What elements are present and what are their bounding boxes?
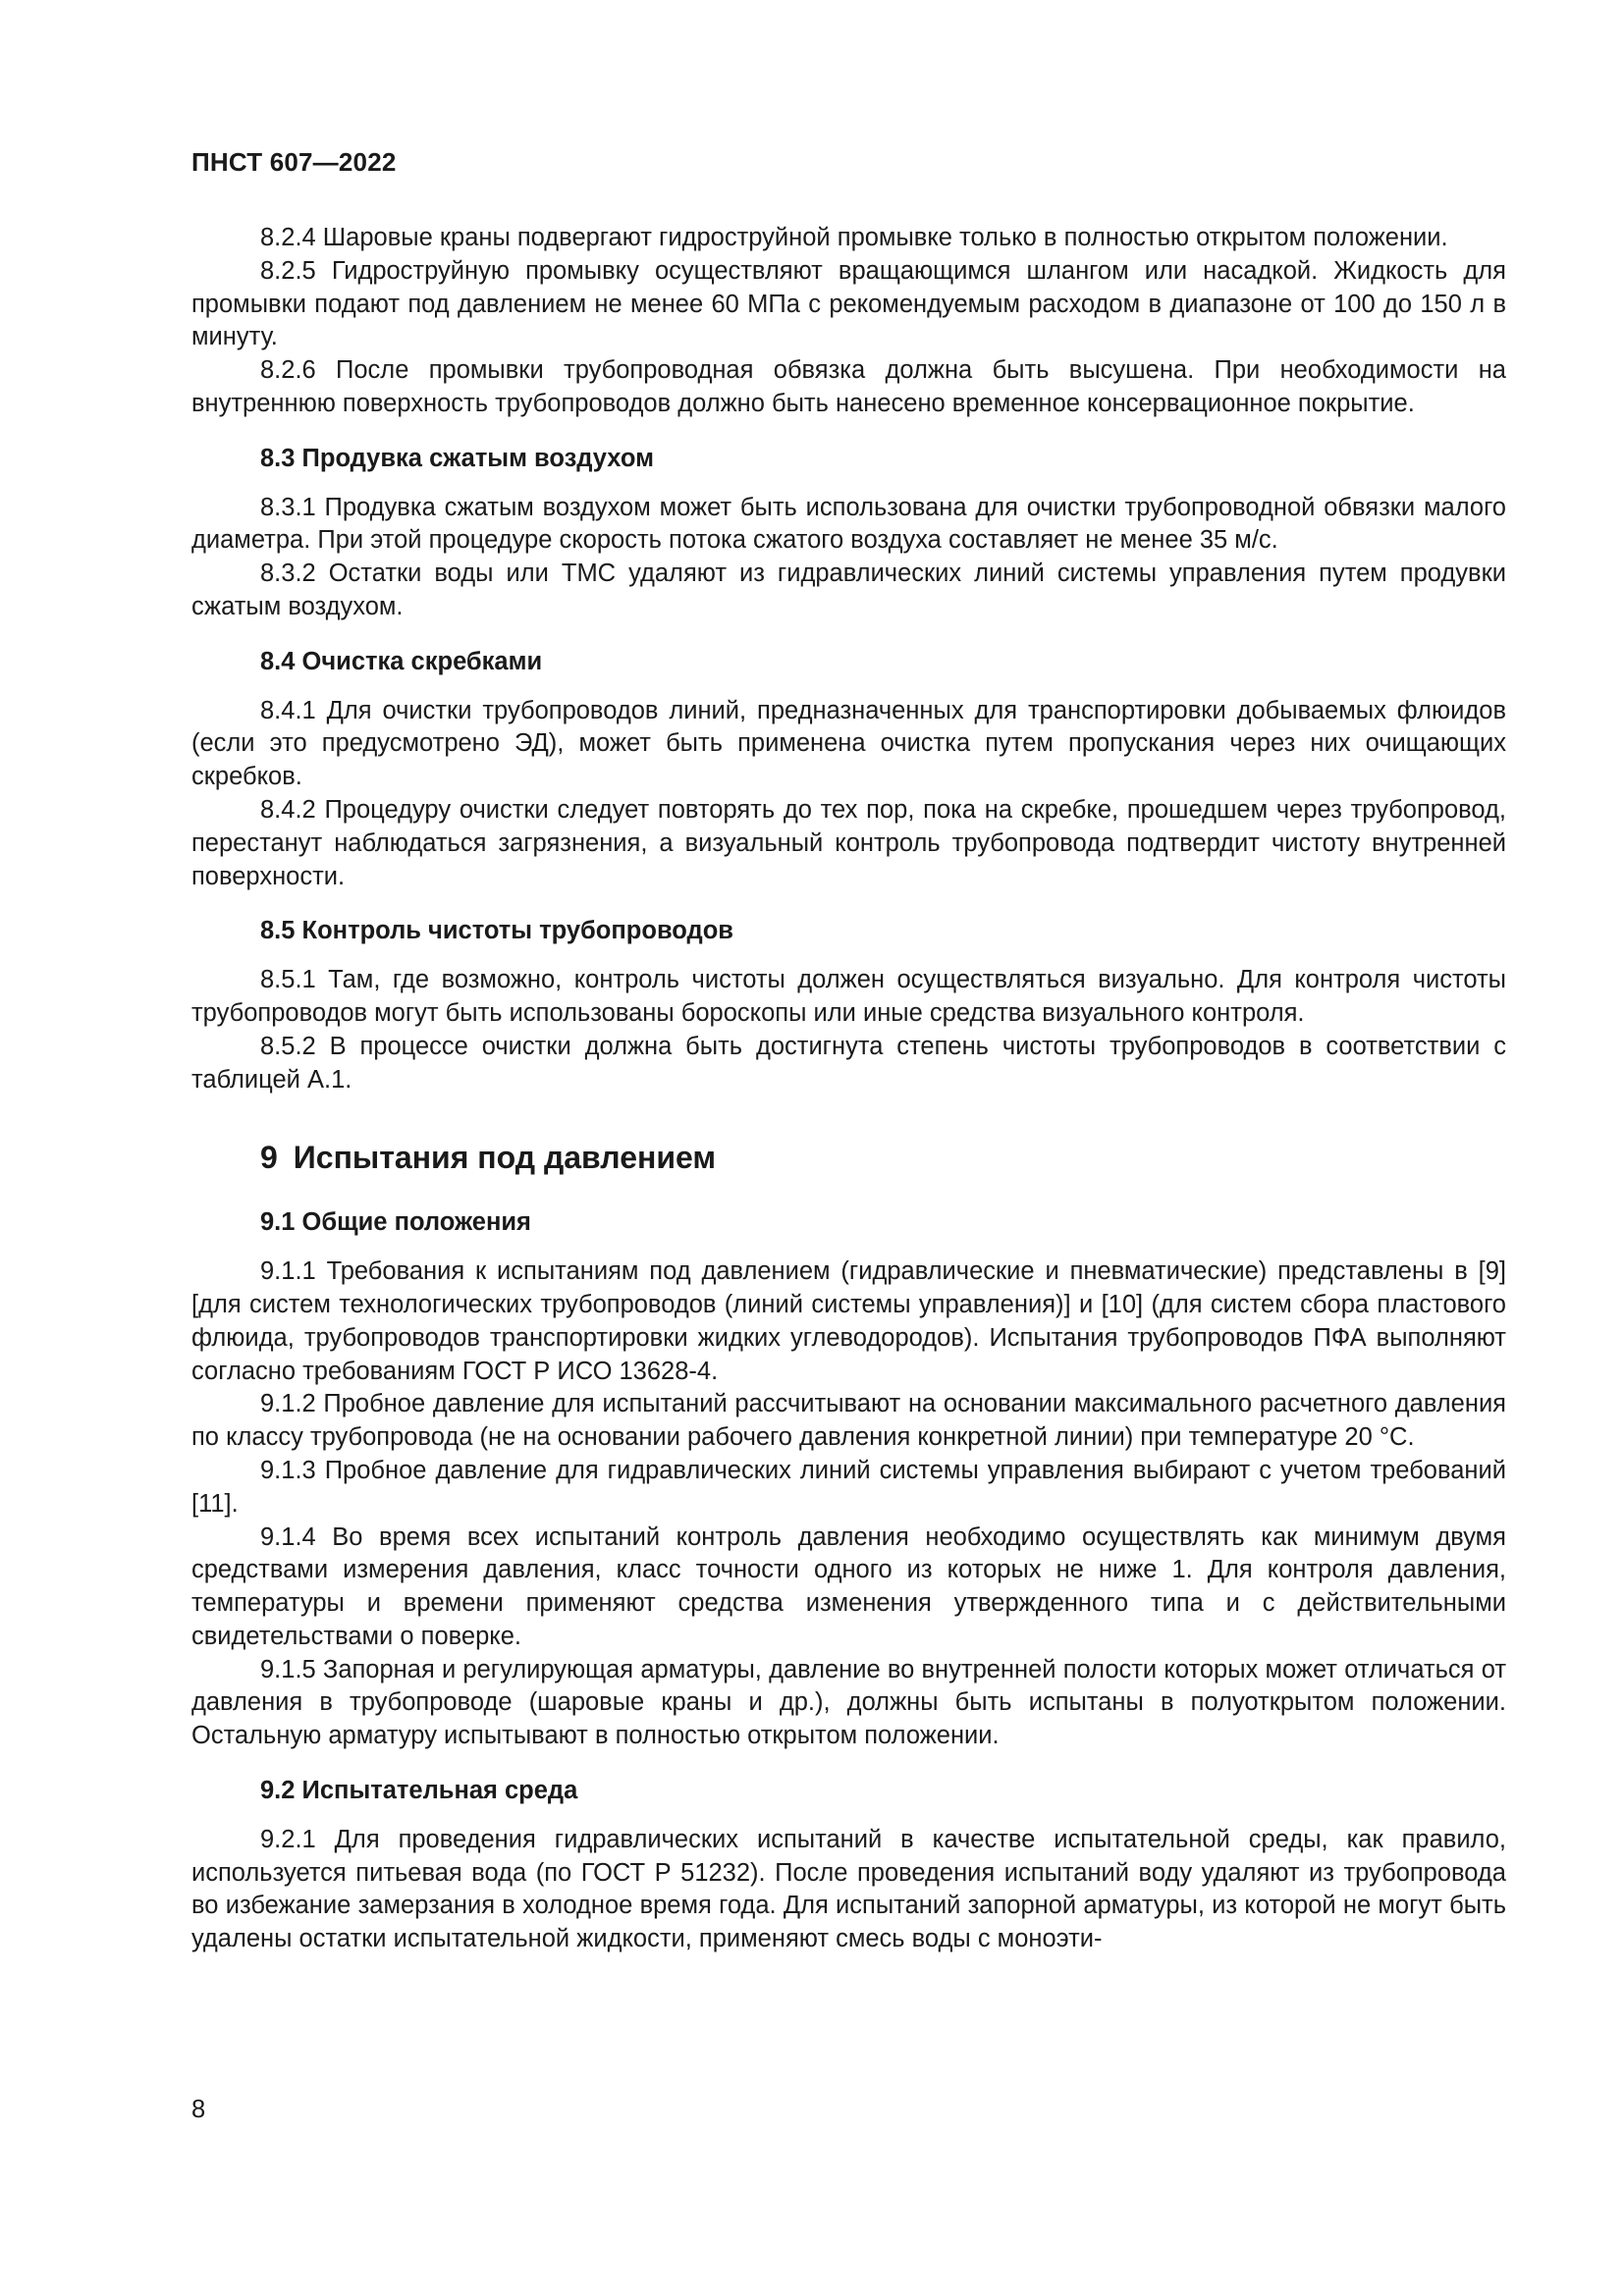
para-8-5-1: 8.5.1 Там, где возможно, контроль чистоты должен осуществляться визуально. Для контроля чистоты трубопроводов могут быть использованы бороскопы или иные средства визуального контроля. <box>191 966 1506 1027</box>
para-8-2-6: 8.2.6 После промывки трубопроводная обвязка должна быть высушена. При необходимости на внутреннюю поверхность трубопроводов должно быть нанесено временное консервационное покрытие. <box>191 356 1506 417</box>
para-9-1-1: 9.1.1 Требования к испытаниям под давлением (гидравлические и пневматические) представлены в [9] [для систем технологических трубопроводов (линий системы управления)] и [10] (для систем сбора пластового флюида, трубопроводов транспортировки жидких углеводородов). Испытания трубопроводов ПФА выполняют согласно требованиям ГОСТ Р ИСО 13628-4. <box>191 1257 1506 1385</box>
page-number: 8 <box>191 2096 206 2123</box>
para-8-2-5: 8.2.5 Гидроструйную промывку осуществляют вращающимся шлангом или насадкой. Жидкость для промывки подают под давлением не менее 60 МПа с рекомендуемым расходом в диапазоне от 100 до 150 л в минуту. <box>191 256 1506 351</box>
para-8-4-1: 8.4.1 Для очистки трубопроводов линий, предназначенных для транспортировки добываемых флюидов (если это предусмотрено ЭД), может быть применена очистка путем пропускания через них очищающих скребков. <box>191 696 1506 791</box>
heading-8-5: 8.5 Контроль чистоты трубопроводов <box>260 917 733 945</box>
para-9-2-1: 9.2.1 Для проведения гидравлических испытаний в качестве испытательной среды, как правило, используется питьевая вода (по ГОСТ Р 51232). После проведения испытаний воду удаляют из трубопровода во избежание замерзания в холодное время года. Для испытаний запорной арматуры, из которой не могут быть удалены остатки испытательной жидкости, применяют смесь воды с моноэти- <box>191 1825 1506 1953</box>
para-8-2-4: 8.2.4 Шаровые краны подвергают гидроструйной промывке только в полностью открытом положении. <box>260 224 1448 251</box>
para-9-1-2: 9.1.2 Пробное давление для испытаний рассчитывают на основании максимального расчетного давления по классу трубопровода (не на основании рабочего давления конкретной линии) при температуре 20 °С. <box>191 1390 1506 1452</box>
document-header-code: ПНСТ 607—2022 <box>191 147 397 177</box>
document-body <box>191 222 1506 1956</box>
heading-8-4: 8.4 Очистка скребками <box>260 647 543 675</box>
para-8-3-1: 8.3.1 Продувка сжатым воздухом может быть использована для очистки трубопроводной обвязки малого диаметра. При этой процедуре скорость потока сжатого воздуха составляет не менее 35 м/с. <box>191 493 1506 555</box>
heading-9-1: 9.1 Общие положения <box>260 1208 531 1237</box>
section-title: Испытания под давлением <box>293 1140 717 1176</box>
heading-9 <box>260 1138 1506 1177</box>
para-9-1-3: 9.1.3 Пробное давление для гидравлических линий системы управления выбирают с учетом требований [11]. <box>191 1456 1506 1518</box>
heading-9-2: 9.2 Испытательная среда <box>260 1777 578 1805</box>
para-8-3-2: 8.3.2 Остатки воды или ТМС удаляют из гидравлических линий системы управления путем продувки сжатым воздухом. <box>191 560 1506 620</box>
section-number: 9 <box>260 1140 278 1176</box>
para-8-5-2: 8.5.2 В процессе очистки должна быть достигнута степень чистоты трубопроводов в соответствии с таблицей А.1. <box>191 1032 1506 1094</box>
para-9-1-5: 9.1.5 Запорная и регулирующая арматуры, давление во внутренней полости которых может отличаться от давления в трубопроводе (шаровые краны и др.), должны быть испытаны в полуоткрытом положении. Остальную арматуру испытывают в полностью открытом положении. <box>191 1655 1506 1750</box>
heading-8-3: 8.3 Продувка сжатым воздухом <box>260 444 654 472</box>
para-8-4-2: 8.4.2 Процедуру очистки следует повторять до тех пор, пока на скребке, прошедшем через трубопровод, перестанут наблюдаться загрязнения, а визуальный контроль трубопровода подтвердит чистоту внутренней поверхности. <box>191 795 1506 890</box>
para-9-1-4: 9.1.4 Во время всех испытаний контроль давления необходимо осуществлять как минимум двумя средствами измерения давления, класс точности одного из которых не ниже 1. Для контроля давления, температуры и времени применяют средства изменения утвержденного типа и с действительными свидетельствами о поверке. <box>191 1522 1506 1650</box>
